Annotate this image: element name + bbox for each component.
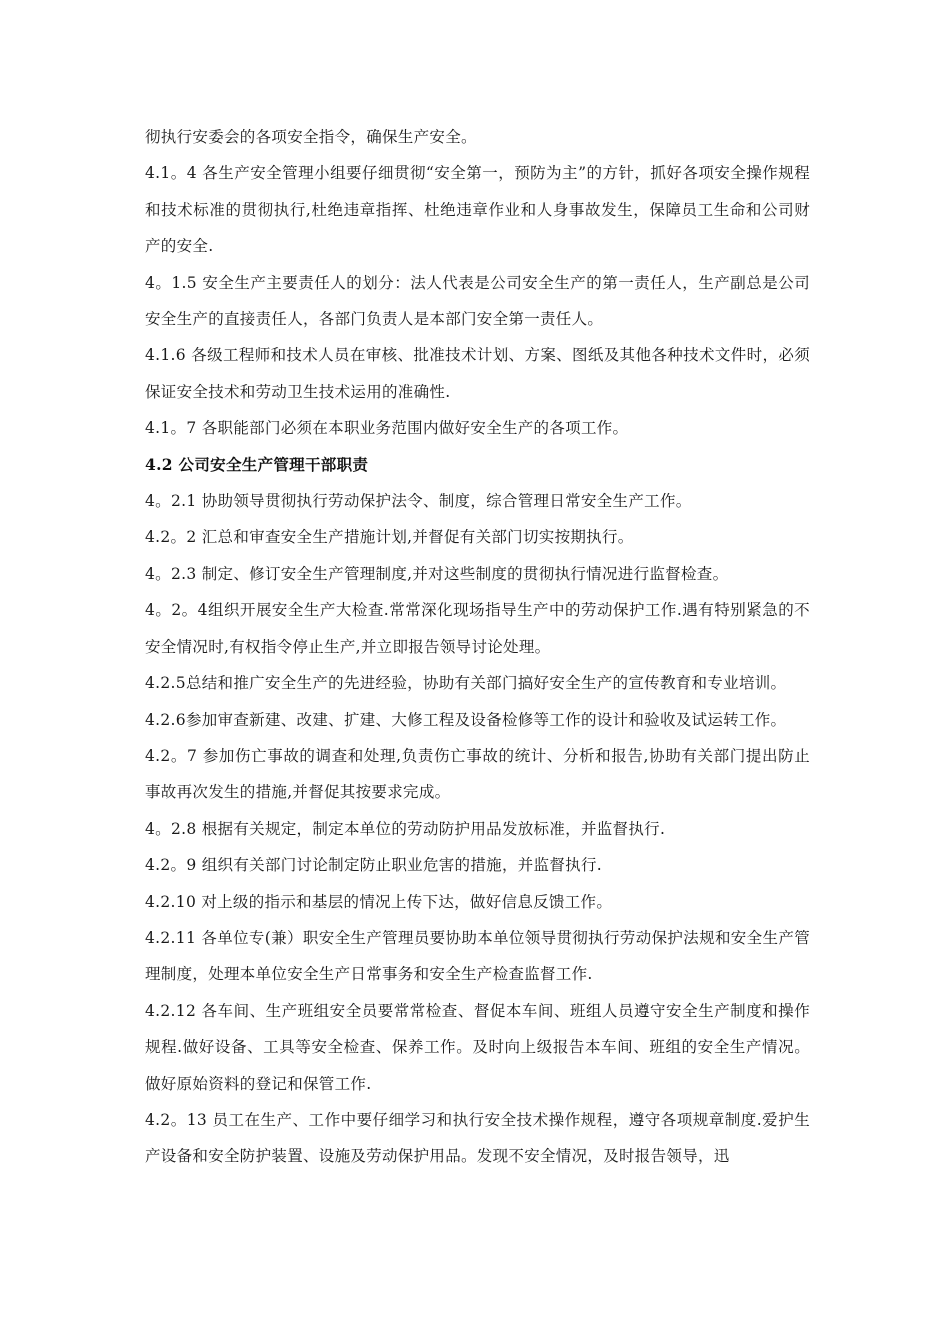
body-paragraph: 4.2.12 各车间、生产班组安全员要常常检查、督促本车间、班组人员遵守安全生产制度和操作规程.做好设备、工具等安全检查、保养工作。及时向上级报告本车间、班组的安全生产情况。做好原始资料的登记和保管工作.	[145, 1001, 810, 1093]
document-body	[145, 119, 810, 1175]
body-paragraph: 4.2。7 参加伤亡事故的调查和处理,负责伤亡事故的统计、分析和报告,协助有关部门提出防止事故再次发生的措施,并督促其按要求完成。	[145, 746, 810, 802]
body-paragraph: 4.2.5总结和推广安全生产的先进经验，协助有关部门搞好安全生产的宣传教育和专业培训。	[145, 674, 787, 693]
body-paragraph: 4.2。13 员工在生产、工作中要仔细学习和执行安全技术操作规程，遵守各项规章制度.爱护生产设备和安全防护装置、设施及劳动保护用品。发现不安全情况，及时报告领导，迅	[145, 1110, 810, 1166]
body-paragraph: 4。2。4组织开展安全生产大检查.常常深化现场指导生产中的劳动保护工作.遇有特别紧急的不安全情况时,有权指令停止生产,并立即报告领导讨论处理。	[145, 601, 810, 656]
body-paragraph: 4.1.6 各级工程师和技术人员在审核、批准技术计划、方案、图纸及其他各种技术文件时，必须保证安全技术和劳动卫生技术运用的准确性.	[145, 346, 810, 401]
body-paragraph: 4.2。2 汇总和审查安全生产措施计划,并督促有关部门切实按期执行。	[145, 528, 634, 547]
body-paragraph: 4.2。9 组织有关部门讨论制定防止职业危害的措施，并监督执行.	[145, 856, 602, 875]
body-paragraph: 彻执行安委会的各项安全指令，确保生产安全。	[145, 128, 477, 146]
body-paragraph: 4。1.5 安全生产主要责任人的划分：法人代表是公司安全生产的第一责任人，生产副总是公司安全生产的直接责任人，各部门负责人是本部门安全第一责任人。	[145, 273, 810, 329]
section-heading: 4.2 公司安全生产管理干部职责	[145, 454, 369, 474]
body-paragraph: 4.1。7 各职能部门必须在本职业务范围内做好安全生产的各项工作。	[145, 419, 629, 438]
body-paragraph: 4.2.6参加审查新建、改建、扩建、大修工程及设备检修等工作的设计和验收及试运转工作。	[145, 710, 787, 729]
body-paragraph: 4。2.1 协助领导贯彻执行劳动保护法令、制度，综合管理日常安全生产工作。	[145, 492, 692, 511]
body-paragraph: 4.1。4 各生产安全管理小组要仔细贯彻“安全第一，预防为主”的方针，抓好各项安全操作规程和技术标准的贯彻执行,杜绝违章指挥、杜绝违章作业和人身事故发生，保障员工生命和公司财产的安全.	[145, 164, 810, 256]
body-paragraph: 4。2.8 根据有关规定，制定本单位的劳动防护用品发放标准，并监督执行.	[145, 819, 666, 838]
body-paragraph: 4.2.10 对上级的指示和基层的情况上传下达，做好信息反馈工作。	[145, 892, 613, 911]
body-paragraph: 4。2.3 制定、修订安全生产管理制度,并对这些制度的贯彻执行情况进行监督检查。	[145, 564, 729, 583]
body-paragraph: 4.2.11 各单位专(兼）职安全生产管理员要协助本单位领导贯彻执行劳动保护法规和安全生产管理制度，处理本单位安全生产日常事务和安全生产检查监督工作.	[145, 928, 810, 984]
